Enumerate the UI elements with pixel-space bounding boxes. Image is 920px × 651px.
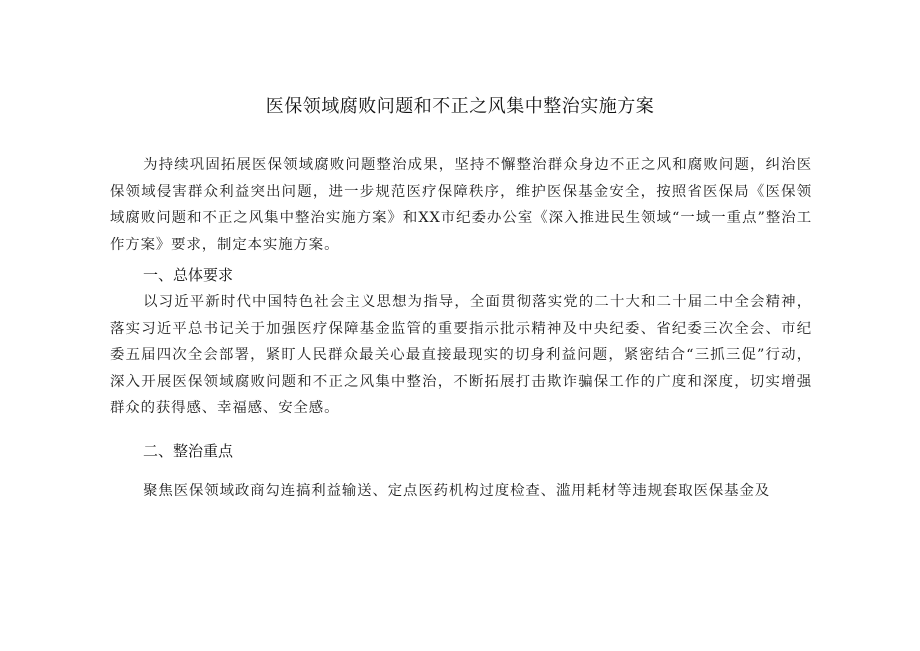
- section-heading-key-focus: 二、整治重点: [143, 441, 234, 460]
- intro-paragraph: 为持续巩固拓展医保领域腐败问题整治成果，坚持不懈整治群众身边不正之风和腐败问题，纠治医保领域侵害群众利益突出问题，进一步规范医疗保障秩序，维护医保基金安全，按照省医保局《医保领域腐败问题和不正之风集中整治实施方案》和XX市纪委办公室《深入推进民生领域“一域一重点”整治工作方案》要求，制定本实施方案。: [110, 157, 812, 253]
- section-paragraph-key-focus: 聚焦医保领域政商勾连搞利益输送、定点医药机构过度检查、滥用耗材等违规套取医保基金及: [143, 482, 771, 499]
- section-heading-general-requirements: 一、总体要求: [143, 266, 234, 284]
- document-body: [110, 152, 812, 504]
- document-title: 医保领域腐败问题和不正之风集中整治实施方案: [265, 96, 655, 117]
- section-paragraph-general-requirements: 以习近平新时代中国特色社会主义思想为指导，全面贯彻落实党的二十大和二十届二中全会精神，落实习近平总书记关于加强医疗保障基金监管的重要指示批示精神及中央纪委、省纪委三次全会、市纪委五届四次全会部署，紧盯人民群众最关心最直接最现实的切身利益问题，紧密结合“三抓三促”行动，深入开展医保领域腐败问题和不正之风集中整治，不断拓展打击欺诈骗保工作的广度和深度，切实增强群众的获得感、幸福感、安全感。: [110, 294, 812, 416]
